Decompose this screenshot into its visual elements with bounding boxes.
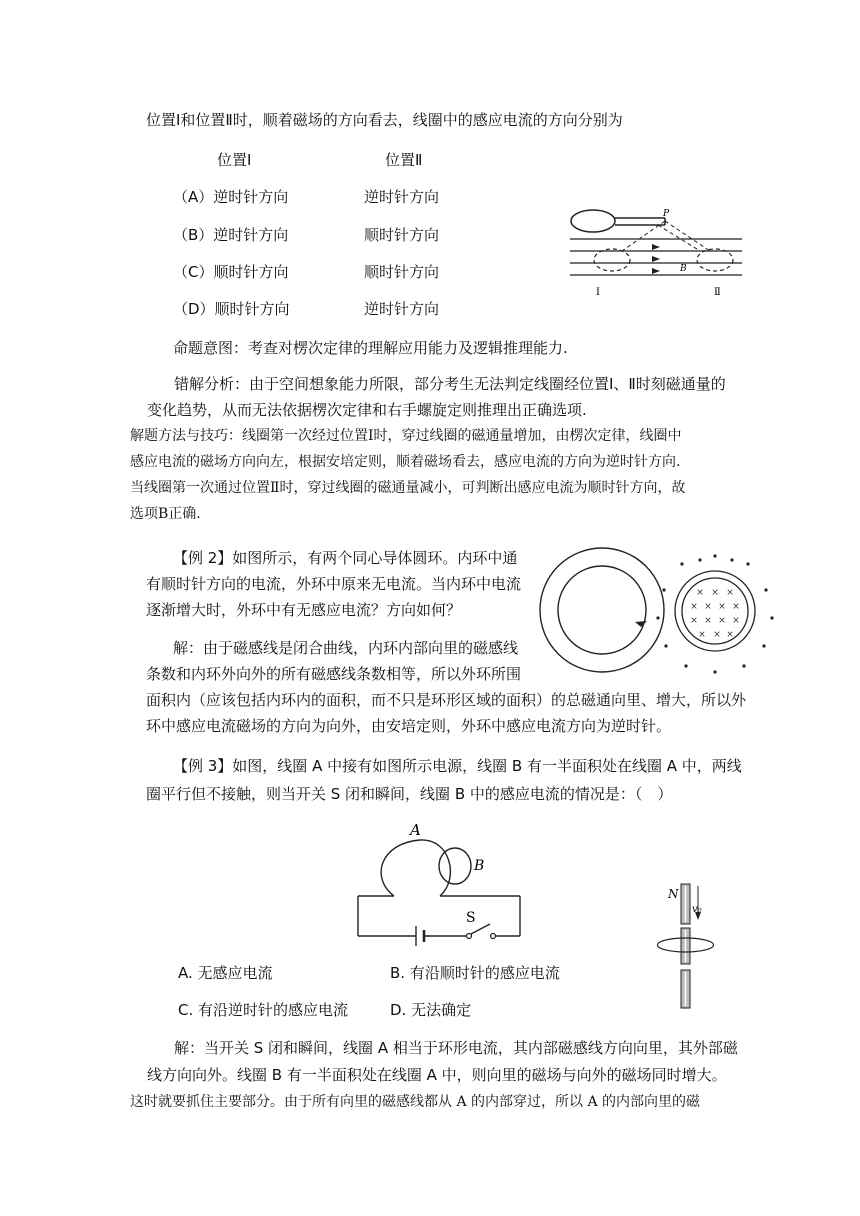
ex2-line-3: 逐渐增大时，外环中有无感应电流？方向如何？ (146, 601, 462, 619)
field-cross-mark: × (726, 588, 734, 598)
field-cross-mark: × (718, 602, 726, 612)
q1-option-b-pos2: 顺时针方向 (364, 226, 440, 244)
ex3-figure-label-v: v₀ (692, 904, 702, 915)
field-dot-mark (664, 644, 667, 647)
ex3-solution-line-2: 线方向向外。线圈 B 有一半面积处在线圈 A 中，则向里的磁场与向外的磁场同时增大。 (147, 1066, 727, 1084)
field-dot-mark (762, 644, 765, 647)
q1-method-line-2: 感应电流的磁场方向向左，根据安培定则，顺着磁场看去，感应电流的方向为逆时针方向. (130, 454, 681, 470)
ex3-circuit-figure (350, 818, 530, 948)
field-dot-mark (698, 558, 701, 561)
q1-option-a: （A）逆时针方向 (173, 188, 289, 206)
field-cross-mark: × (698, 630, 706, 640)
field-cross-mark: × (711, 588, 719, 598)
field-cross-mark: × (690, 602, 698, 612)
ex3-option-a: A. 无感应电流 (178, 964, 273, 982)
q1-error-line-2: 变化趋势，从而无法依据楞次定律和右手螺旋定则推理出正确选项. (147, 401, 587, 419)
q1-option-b: （B）逆时针方向 (173, 226, 289, 244)
q1-col1-header: 位置Ⅰ (217, 151, 252, 169)
q1-error-line-1: 错解分析：由于空间想象能力所限，部分考生无法判定线圈经位置Ⅰ、Ⅱ时刻磁通量的 (174, 375, 726, 393)
ex2-solution-line-4: 环中感应电流磁场的方向为向外，由安培定则，外环中感应电流方向为逆时针。 (146, 717, 672, 735)
ex3-figure-label-b: B (474, 858, 485, 874)
field-cross-mark: × (732, 602, 740, 612)
field-dot-mark (662, 588, 665, 591)
field-cross-mark: × (704, 616, 712, 626)
q1-method-line-4: 选项B正确. (130, 506, 201, 522)
ex3-solution-line-3: 这时就要抓住主要部分。由于所有向里的磁感线都从 A 的内部穿过，所以 A 的内部向里的磁 (130, 1094, 701, 1110)
ex3-line-2: 圈平行但不接触，则当开关 S 闭和瞬间，线圈 B 中的感应电流的情况是：（ ） (146, 785, 673, 803)
q1-figure-label-pos1: Ⅰ (596, 287, 600, 298)
ex3-option-d: D. 无法确定 (390, 1001, 472, 1019)
field-dot-mark (656, 616, 659, 619)
ex3-figure-label-a: A (410, 821, 421, 839)
q1-option-c-pos2: 顺时针方向 (364, 263, 440, 281)
ex3-line-1: 【例 3】如图，线圈 A 中接有如图所示电源，线圈 B 有一半面积处在线圈 A 中，两线 (173, 757, 742, 775)
q1-option-d: （D）顺时针方向 (173, 300, 290, 318)
field-dot-mark (680, 562, 683, 565)
ex3-solution-line-1: 解：当开关 S 闭和瞬间，线圈 A 相当于环形电流，其内部磁感线方向向里，其外部磁 (174, 1039, 738, 1057)
field-dot-mark (730, 558, 733, 561)
ex3-option-b: B. 有沿顺时针的感应电流 (390, 964, 560, 982)
ex3-figure-label-n: N (668, 887, 679, 901)
q1-intent: 命题意图：考查对楞次定律的理解应用能力及逻辑推理能力. (173, 339, 568, 357)
ex2-solution-line-3: 面积内（应该包括内环内的面积，而不只是环形区域的面积）的总磁通向里、增大，所以外 (146, 691, 747, 709)
ex2-concentric-rings-figure (537, 545, 667, 675)
field-dot-mark (713, 670, 716, 673)
q1-method-line-1: 解题方法与技巧：线圈第一次经过位置Ⅰ时，穿过线圈的磁通量增加，由楞次定律，线圈中 (130, 428, 682, 444)
ex2-solution-line-1: 解：由于磁感线是闭合曲线，内环内部向里的磁感线 (173, 639, 519, 657)
ex2-line-1: 【例 2】如图所示，有两个同心导体圆环。内环中通 (173, 549, 518, 567)
ex3-figure-label-s: S (466, 910, 476, 926)
q1-option-c: （C）顺时针方向 (173, 263, 289, 281)
field-dot-mark (742, 664, 745, 667)
q1-stem: 位置Ⅰ和位置Ⅱ时，顺着磁场的方向看去，线圈中的感应电流的方向分别为 (146, 111, 623, 129)
q1-figure-label-pos2: Ⅱ (714, 287, 721, 298)
field-cross-mark: × (713, 630, 721, 640)
field-dot-mark (713, 554, 716, 557)
q1-coil-field-figure (560, 205, 760, 300)
field-cross-mark: × (726, 630, 734, 640)
field-cross-mark: × (732, 616, 740, 626)
q1-figure-label-b: B (680, 264, 687, 274)
q1-option-a-pos2: 逆时针方向 (364, 188, 440, 206)
field-dot-mark (770, 616, 773, 619)
q1-method-line-3: 当线圈第一次通过位置Ⅱ时，穿过线圈的磁通量减小，可判断出感应电流为顺时针方向，故 (130, 480, 686, 496)
q1-option-d-pos2: 逆时针方向 (364, 300, 440, 318)
q1-figure-label-p: P (663, 209, 670, 219)
field-cross-mark: × (718, 616, 726, 626)
ex2-magnetic-field-figure (652, 548, 780, 676)
field-dot-mark (746, 562, 749, 565)
ex2-solution-line-2: 条数和内环外向外的所有磁感线条数相等，所以外环所围 (146, 665, 522, 683)
field-dot-mark (764, 588, 767, 591)
field-cross-mark: × (696, 588, 704, 598)
ex3-option-c: C. 有沿逆时针的感应电流 (178, 1001, 349, 1019)
field-dot-mark (684, 664, 687, 667)
ex3-magnet-ring-figure (648, 880, 723, 1035)
ex2-line-2: 有顺时针方向的电流，外环中原来无电流。当内环中电流 (146, 575, 522, 593)
field-cross-mark: × (690, 616, 698, 626)
field-cross-mark: × (704, 602, 712, 612)
q1-col2-header: 位置Ⅱ (385, 151, 423, 169)
